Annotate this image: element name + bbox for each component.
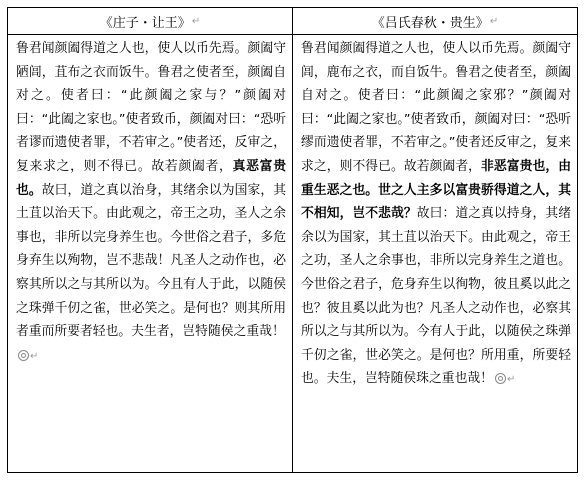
paragraph-mark-icon: ↵ <box>506 374 516 386</box>
header-zhuangzi <box>8 8 293 34</box>
zhuangzi-passage-2: 故曰，道之真以治身，其绪余以为国家，其土苴以治天下。由此观之，帝王之功，圣人之余事也，非所以完身养生也。今世俗之君子，多危身弃生以殉物，岂不悲哉！凡圣人之动作也，必察其所以之与其所以为。今且有人于此，以随侯之珠弹千仞之雀，世必笑之。是何也？则其所用者重而所要者轻也。夫生者，岂特随侯之重哉！ <box>16 182 287 340</box>
lushi-text-cell <box>293 35 577 472</box>
paragraph-mark-icon: ↵ <box>489 15 499 27</box>
comparison-table <box>7 7 578 473</box>
zhuangzi-passage-bold: 真恶富贵也。 <box>16 158 287 198</box>
paragraph-mark-icon: ↵ <box>191 15 201 27</box>
lushi-passage-2: 故曰：道之真以持身，其绪余以为国家，其土苴以治天下。由此观之，帝王之功，圣人之余事也，非所以完身养生之道也。今世俗之君子，危身弃生以徇物，彼且奚以此之也？彼且奚以此为也？凡圣人之动作也，必察其所以之与其所以为。今有人于此，以随侯之珠弹千仞之雀，世必笑之。是何也？所用重，所要轻也。夫生，岂特随侯珠之重也哉！ <box>301 206 572 387</box>
paragraph-mark-icon: ↵ <box>30 350 39 362</box>
anchor-icon <box>495 373 506 384</box>
anchor-icon <box>18 350 29 361</box>
table-header-row <box>8 8 577 35</box>
zhuangzi-text-cell <box>8 35 293 472</box>
header-lushi-chunqiu-text: 《吕氏春秋・贵生》 <box>371 15 489 31</box>
zhuangzi-passage-1: 鲁君闻颜阖得道之人也，使人以币先焉。颜阖守陋闾，苴布之衣而饭牛。鲁君之使者至，颜阖自对之。使者曰：“此颜阖之家与？”颜阖对曰：“此阖之家也。”使者致币，颜阖对曰：“恐听者谬而遗使者罪，不若审之。”使者还，反审之，复来求之，则不得已。故若颜阖者， <box>16 41 286 174</box>
lushi-passage-1: 鲁君闻颜阖得道之人也，使人以币先焉。颜阖守闾，鹿布之衣，而自饭牛。鲁君之使者至，颜阖自对之。使者曰：“此颜阖之家邪？”颜阖对曰：“此阖之家也。”使者致币，颜阖对曰：“恐听缪而遗使者罪，不若审之。”使者还反审之，复来求之，则不得已。故若颜阖者， <box>301 41 571 174</box>
lushi-passage-bold: 非恶富贵也，由重生恶之也。世之人主多以富贵骄得道之人，其不相知，岂不悲哉？ <box>301 158 572 222</box>
table-body-row <box>8 35 577 472</box>
header-zhuangzi-text: 《庄子・让王》 <box>99 15 191 31</box>
header-lushi-chunqiu <box>293 8 577 34</box>
